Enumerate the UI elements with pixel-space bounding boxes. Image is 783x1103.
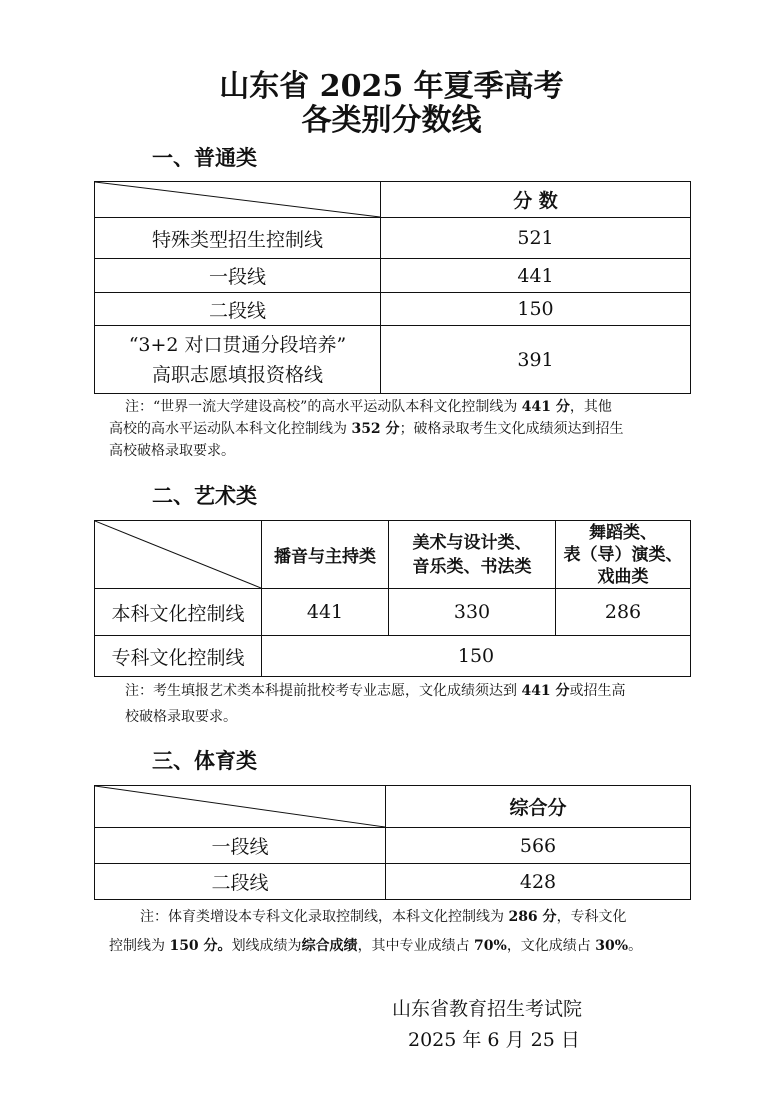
col-header-fine-arts [389,521,556,589]
composite-score-header: 综合分 [386,786,691,828]
row-value: 428 [386,864,691,900]
note-text: 控制线为 [109,938,170,954]
row-value: 286 [556,589,691,636]
art-score-table [94,520,691,677]
row-value: 330 [389,589,556,636]
row-label: 专科文化控制线 [95,636,262,677]
header-line: 舞蹈类、 [589,522,657,543]
row-value: 566 [386,828,691,864]
note-text: 划线成绩为 [231,938,302,954]
general-note-cont [109,418,699,462]
row-label: 一段线 [95,828,386,864]
row-value: 150 [262,636,691,677]
note-text: ，文化成绩占 [506,938,596,954]
header-line: 音乐类、书法类 [412,556,532,577]
note-text: ，其他 [569,399,612,415]
score-column-header: 分 数 [381,182,691,218]
section-heading-sports: 三、体育类 [152,748,257,773]
diagonal-line [95,182,380,217]
note-text: 注：考生填报艺术类本科提前批校考专业志愿，文化成绩须达到 [125,683,522,699]
diagonal-header-cell [95,786,386,828]
issuing-organization: 山东省教育招生考试院 [392,998,583,1020]
diagonal-header-cell [95,182,381,218]
note-text: 高校破格录取要求。 [109,443,235,459]
art-note [125,680,695,702]
col-header-broadcasting: 播音与主持类 [262,521,389,589]
note-bold: 286 分 [508,909,557,925]
section-heading-general: 一、普通类 [152,145,257,170]
sports-note [140,906,700,928]
note-text: ，专科文化 [556,909,627,925]
art-note-cont [125,706,695,728]
row-label: 本科文化控制线 [95,589,262,636]
row-label-line2: 高职志愿填报资格线 [151,363,323,386]
note-text: 校破格录取要求。 [125,709,237,725]
col-header-dance [556,521,691,589]
row-label: 二段线 [95,293,381,326]
page-title-line2: 各类别分数线 [301,103,482,138]
note-text: ；破格录取考生文化成绩须达到招生 [399,421,624,437]
diagonal-line [95,521,261,588]
note-text: 高校的高水平运动队本科文化控制线为 [109,421,352,437]
note-text: 。 [628,938,643,954]
note-bold: 441 分 [521,683,570,699]
diagonal-header-cell [95,521,262,589]
diagonal-line [95,786,385,827]
note-bold: 综合成绩 [301,938,358,954]
note-bold: 441 分 [521,399,570,415]
page-title-line1: 山东省 2025 年夏季高考 [219,69,564,104]
row-label: 一段线 [95,259,381,293]
note-bold: 150 分。 [169,938,232,954]
row-value: 391 [381,326,691,394]
note-bold: 352 分 [351,421,400,437]
header-line: 表（导）演类、 [563,544,683,565]
header-line: 戏曲类 [597,566,649,587]
header-line: 美术与设计类、 [412,532,532,553]
note-text: 注：“世界一流大学建设高校”的高水平运动队本科文化控制线为 [125,399,522,415]
note-text: 注：体育类增设本专科文化录取控制线，本科文化控制线为 [140,909,509,925]
row-value: 441 [262,589,389,636]
row-label: 二段线 [95,864,386,900]
general-score-table [94,181,691,394]
row-value: 521 [381,218,691,259]
row-label-3plus2 [95,326,381,394]
row-value: 150 [381,293,691,326]
issue-date: 2025 年 6 月 25 日 [408,1029,580,1051]
row-label-line1: “3+2 对口贯通分段培养” [128,333,347,356]
row-value: 441 [381,259,691,293]
sports-note-cont [109,935,709,957]
row-label: 特殊类型招生控制线 [95,218,381,259]
note-text: 或招生高 [569,683,626,699]
section-heading-art: 二、艺术类 [152,483,257,508]
sports-score-table [94,785,691,900]
note-text: ，其中专业成绩占 [357,938,475,954]
note-bold: 70% [474,938,507,954]
note-bold: 30% [595,938,629,954]
general-note [125,396,695,418]
